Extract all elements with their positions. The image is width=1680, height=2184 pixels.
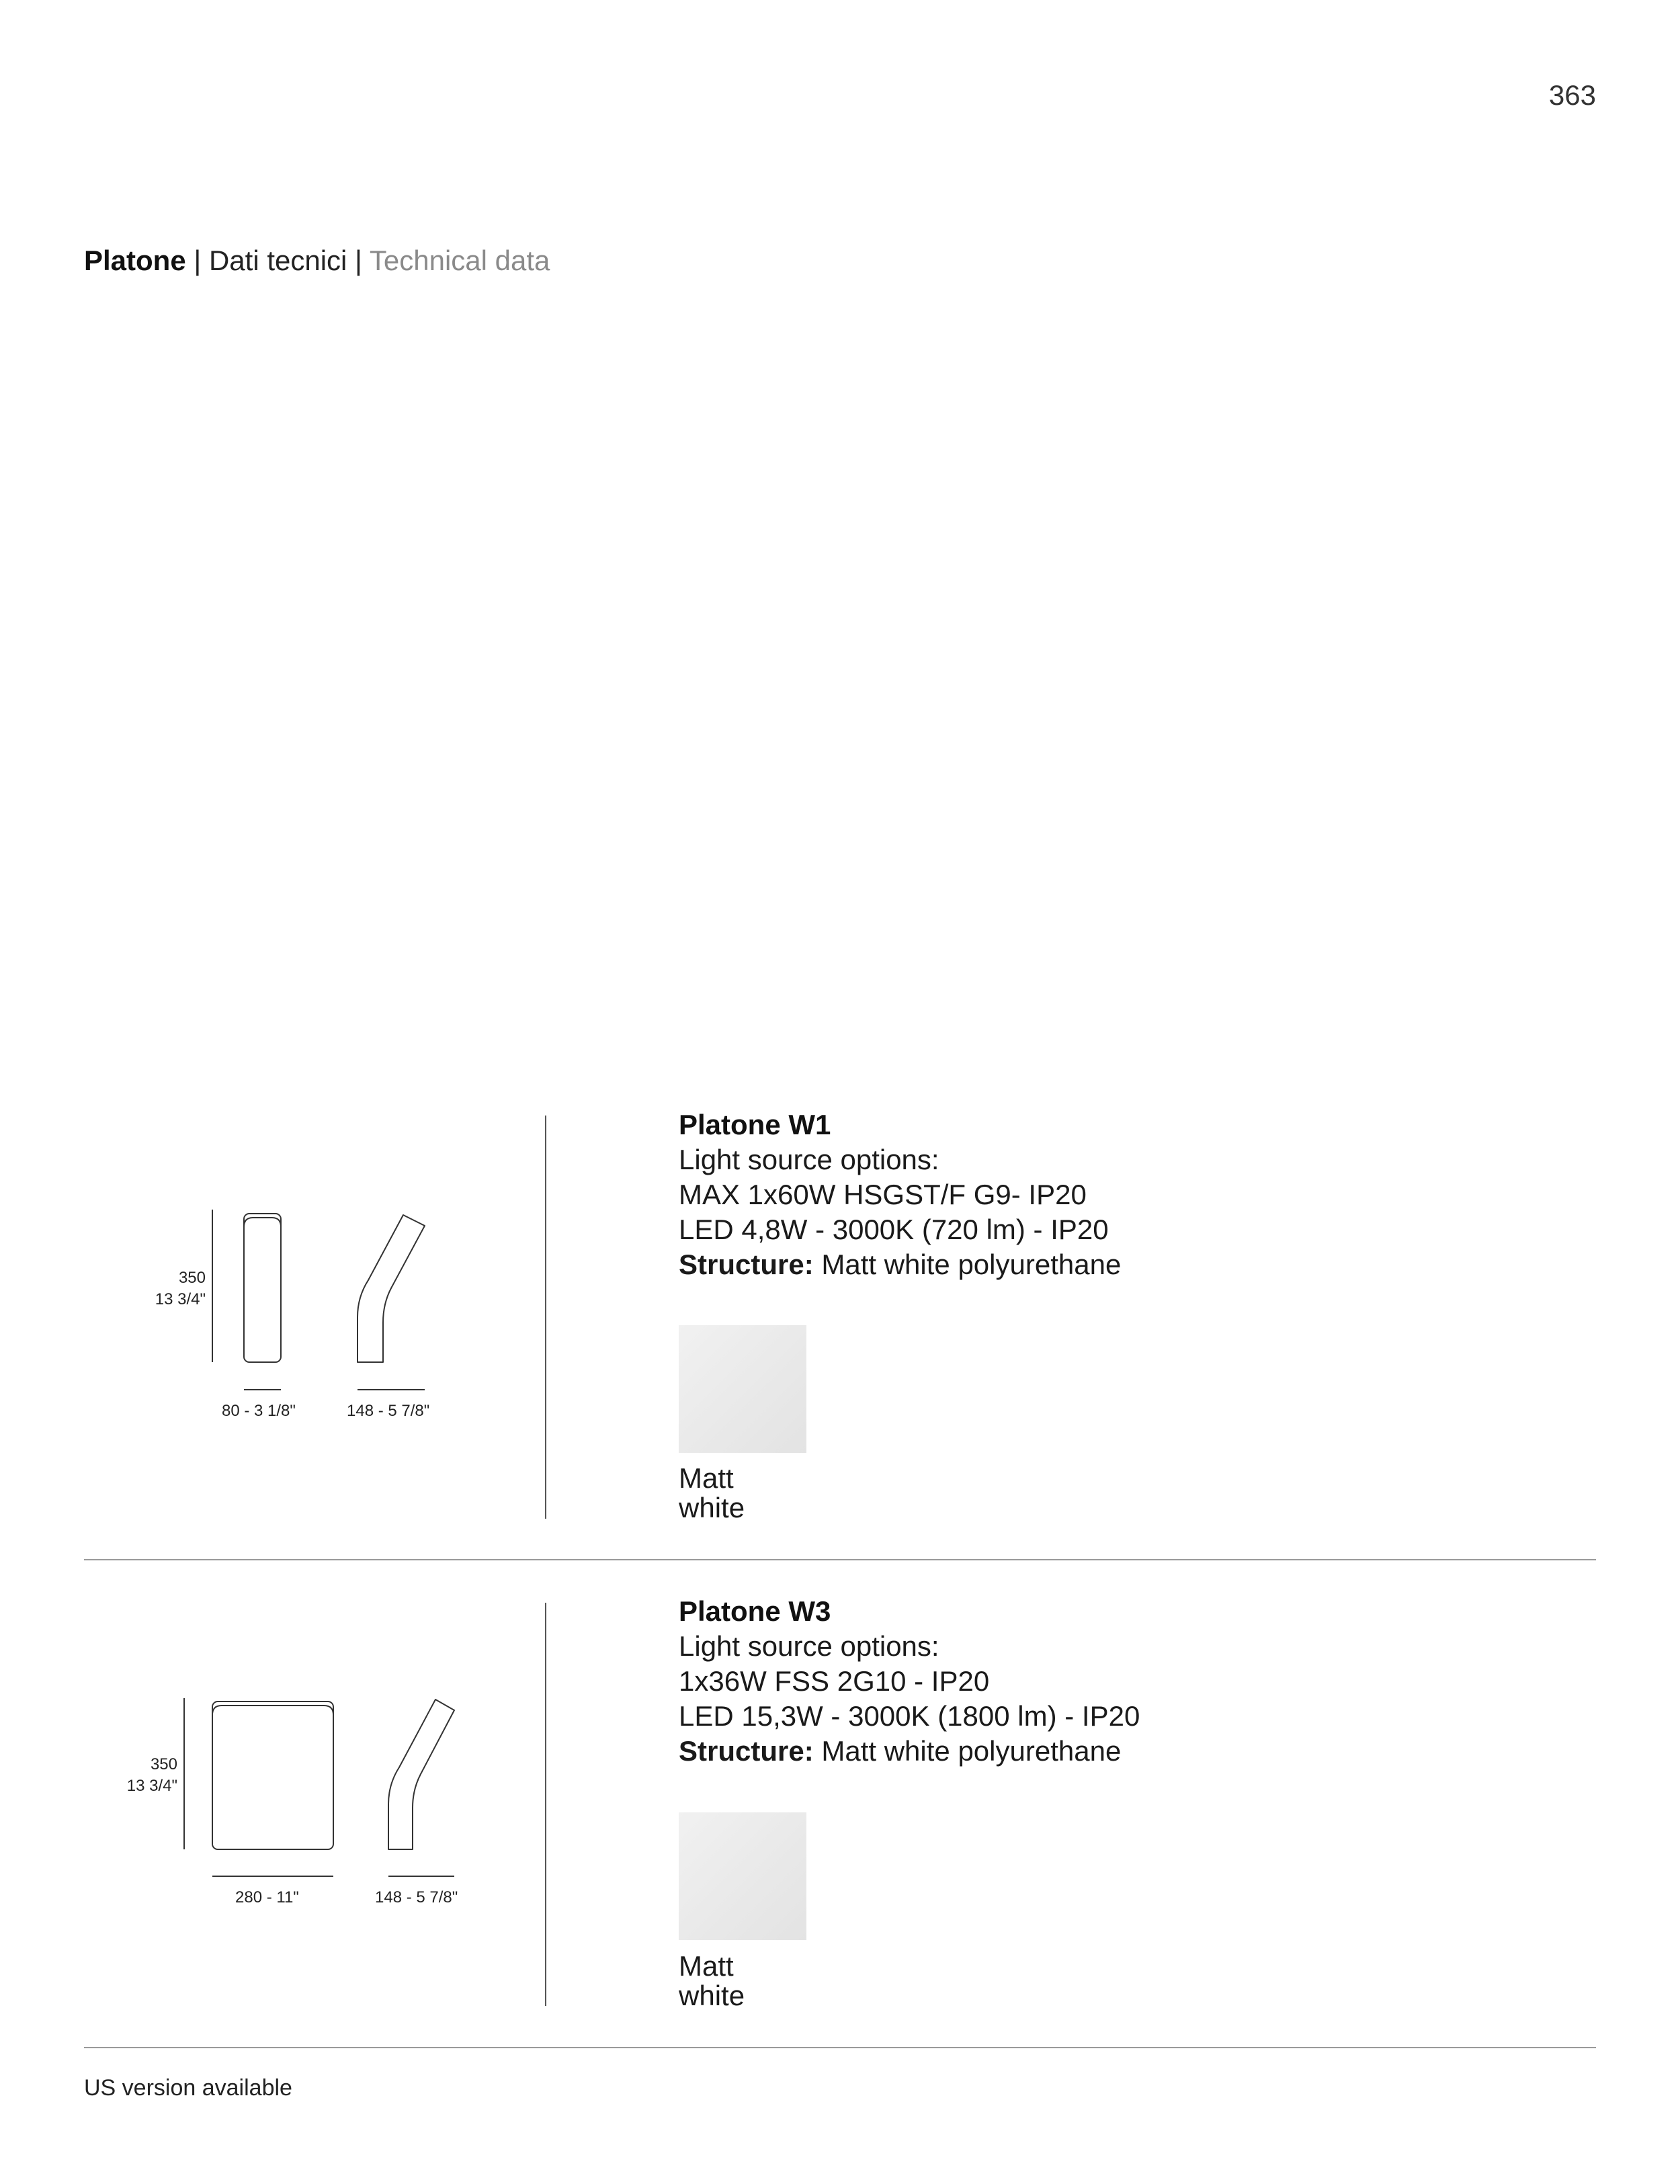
light-source-option: MAX 1x60W HSGST/F G9- IP20 [679, 1179, 1087, 1210]
w3-height-in: 13 3/4" [126, 1777, 177, 1795]
w3-vertical-divider [545, 1603, 546, 2006]
w1-finish-swatch [679, 1325, 806, 1453]
finish-line: Matt [679, 1950, 734, 1982]
w1-height-in: 13 3/4" [155, 1290, 206, 1308]
w3-finish-swatch [679, 1812, 806, 1940]
finish-line: Matt [679, 1462, 734, 1494]
footer-note: US version available [84, 2075, 292, 2101]
w1-depth-label: 148 - 5 7/8" [347, 1402, 430, 1420]
w3-finish-label [679, 1951, 813, 2011]
footer-divider [84, 2047, 1596, 2048]
w1-width-label: 80 - 3 1/8" [222, 1402, 296, 1420]
w3-info [679, 1594, 1140, 1769]
structure-label: Structure: [679, 1735, 814, 1767]
w3-width-label: 280 - 11" [235, 1888, 299, 1906]
w3-drawing [0, 0, 551, 1982]
finish-line: white [679, 1492, 745, 1523]
header-separator: | [355, 245, 362, 276]
w1-height-mm: 350 [178, 1269, 206, 1287]
structure-value: Matt white polyurethane [821, 1249, 1122, 1280]
w3-depth-label: 148 - 5 7/8" [375, 1888, 458, 1906]
page-number: 363 [1548, 79, 1596, 111]
w3-side-view [388, 1699, 454, 1849]
w3-height-mm: 350 [150, 1755, 177, 1773]
structure-label: Structure: [679, 1249, 814, 1280]
w3-front-view [212, 1702, 333, 1849]
header-english: Technical data [369, 245, 550, 276]
structure-value: Matt white polyurethane [821, 1735, 1122, 1767]
light-source-heading: Light source options: [679, 1630, 939, 1662]
header-separator: | [194, 245, 202, 276]
header-italian: Dati tecnici [208, 245, 347, 276]
light-source-option: 1x36W FSS 2G10 - IP20 [679, 1665, 990, 1697]
product-name: Platone W1 [679, 1109, 831, 1140]
w1-finish-label [679, 1464, 813, 1523]
product-name: Platone W3 [679, 1595, 831, 1627]
header-title: Platone [84, 245, 186, 276]
light-source-option: LED 4,8W - 3000K (720 lm) - IP20 [679, 1214, 1109, 1245]
light-source-option: LED 15,3W - 3000K (1800 lm) - IP20 [679, 1700, 1140, 1732]
w1-info [679, 1107, 1121, 1282]
light-source-heading: Light source options: [679, 1144, 939, 1175]
structure-line [679, 1734, 1140, 1769]
finish-line: white [679, 1980, 745, 2011]
w3-front-cap [212, 1706, 333, 1715]
structure-line [679, 1247, 1121, 1282]
